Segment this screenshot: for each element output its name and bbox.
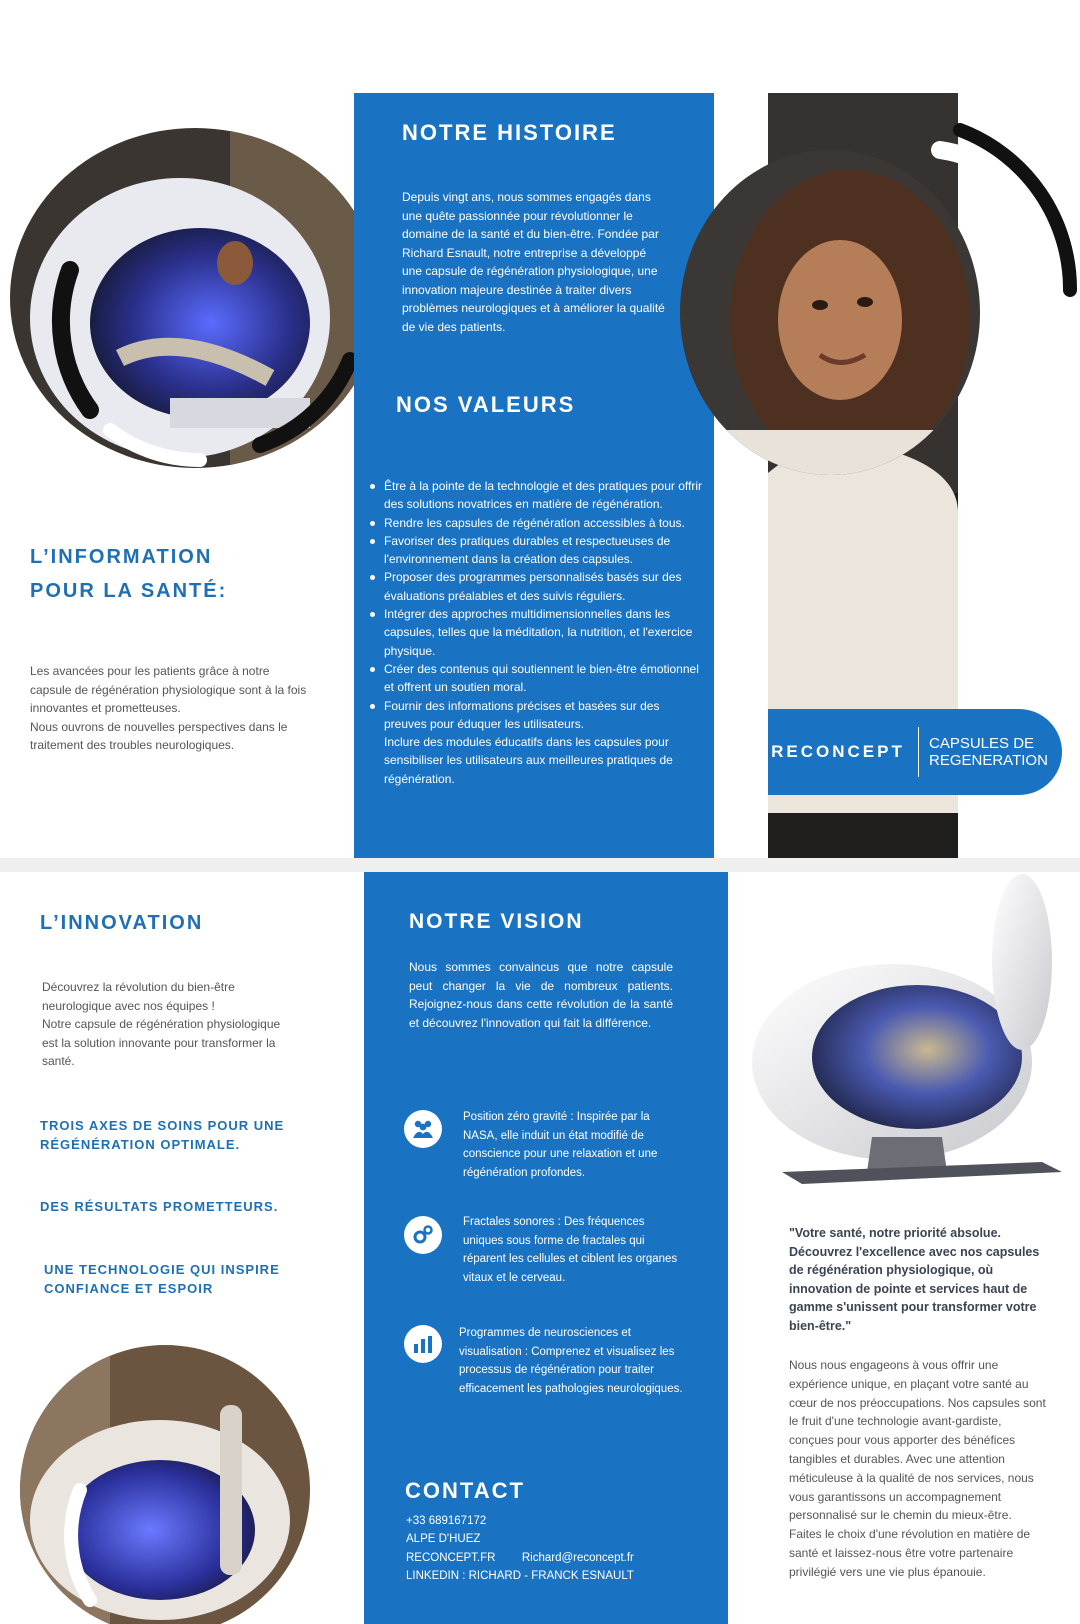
- gears-icon: [404, 1216, 442, 1254]
- valeurs-list-wrap: [368, 477, 702, 788]
- vision-title: NOTRE VISION: [409, 910, 584, 933]
- info-title-line2: POUR LA SANTÉ:: [30, 580, 228, 602]
- contact-details: [406, 1512, 634, 1585]
- contact-web-row: [406, 1549, 634, 1567]
- vision-text: Nous sommes convaincus que notre capsule peut changer la vie de nombreux patients. Rejoignez-nous dans cette révolution de la santé et découvrez l'innovation qui fait la différence.: [409, 960, 673, 1030]
- list-item: Intégrer des approches multidimensionnelles dans les capsules, telles que la méditation, la nutrition, et l'exercice physique.: [368, 605, 702, 660]
- capsule-product-image: [742, 872, 1080, 1192]
- innovation-text: [42, 978, 292, 1071]
- contact-linkedin[interactable]: LINKEDIN : RICHARD - FRANCK ESNAULT: [406, 1569, 634, 1582]
- bar-chart-icon: [404, 1325, 442, 1363]
- feature-2-text: Fractales sonores : Des fréquences uniques sous forme de fractales qui réparent les cellules et ciblent les organes vitaux et le cerveau.: [463, 1216, 678, 1284]
- info-text-1: Les avancées pour les patients grâce à notre capsule de régénération physiologique sont à la fois innovantes et prometteuses.: [30, 664, 307, 715]
- axis-3-line2: CONFIANCE ET ESPOIR: [44, 1281, 214, 1296]
- axis-1: [40, 1116, 284, 1154]
- brand-name: RECONCEPT: [771, 742, 905, 761]
- axis-1-line1: TROIS AXES DE SOINS POUR UNE: [40, 1118, 285, 1133]
- valeurs-title: NOS VALEURS: [396, 392, 576, 417]
- brand-tagline: [929, 735, 1048, 769]
- valeurs-extra: Inclure des modules éducatifs dans les capsules pour sensibiliser les utilisateurs aux meilleures pratiques de régénération.: [384, 735, 673, 786]
- axis-2: DES RÉSULTATS PROMETTEURS.: [40, 1199, 279, 1214]
- axis-1-line2: RÉGÉNÉRATION OPTIMALE.: [40, 1137, 241, 1152]
- brand-tagline-line1: CAPSULES DE: [929, 735, 1035, 752]
- quote-text: "Votre santé, notre priorité absolue. Découvrez l'excellence avec nos capsules de régénération physiologique, où innovation de pointe et services haut de gamme s'unissent pour transformer votre bien-être.": [789, 1226, 1040, 1333]
- spread-divider: [0, 858, 1080, 872]
- histoire-title: NOTRE HISTOIRE: [402, 120, 617, 145]
- decorative-ring-left: [50, 160, 380, 490]
- list-item: Créer des contenus qui soutiennent le bien-être émotionnel et offrent un soutien moral.: [368, 660, 702, 697]
- innovation-title: L’INNOVATION: [40, 912, 204, 934]
- contact-title: CONTACT: [405, 1478, 525, 1503]
- histoire-text: Depuis vingt ans, nous sommes engagés dans une quête passionnée pour révolutionner le domaine de la santé et du bien-être. Fondée par Richard Esnault, notre entreprise a développé une capsule de régénération physiologique, une innovation majeure destinée à traiter divers problèmes neurologiques et à améliorer la qualité de vie des patients.: [402, 190, 665, 334]
- brand-tagline-line2: REGENERATION: [929, 752, 1048, 769]
- info-title-line1: L’INFORMATION: [30, 546, 213, 568]
- info-text: [30, 662, 310, 755]
- feature-3-text: Programmes de neurosciences et visualisation : Comprenez et visualisez les processus de régénération pour traiter efficacement les pathologies neurologiques.: [459, 1327, 683, 1395]
- innovation-text-1: Découvrez la révolution du bien-être neurologique avec nos équipes !: [42, 980, 235, 1013]
- axis-3: [44, 1260, 280, 1298]
- contact-email[interactable]: Richard@reconcept.fr: [521, 1551, 634, 1564]
- valeurs-list: [368, 477, 702, 733]
- list-item: Favoriser des pratiques durables et respectueuses de l'environnement dans la création des capsules.: [368, 532, 702, 569]
- list-item: Fournir des informations précises et basées sur des preuves pour éduquer les utilisateurs.: [368, 697, 702, 734]
- contact-location: ALPE D'HUEZ: [406, 1533, 481, 1546]
- decorative-ring-bottom-left: [60, 1480, 180, 1620]
- feature-1-text: Position zéro gravité : Inspirée par la NASA, elle induit un état modifié de conscience pour une relaxation et une régénération profondes.: [463, 1111, 658, 1179]
- brand-banner: [768, 709, 1062, 795]
- people-icon: [404, 1110, 442, 1148]
- list-item: Être à la pointe de la technologie et des pratiques pour offrir des solutions novatrices en matière de régénération.: [368, 477, 702, 514]
- contact-phone: +33 689167172: [406, 1515, 487, 1527]
- innovation-text-2: Notre capsule de régénération physiologique est la solution innovante pour transformer la santé.: [42, 1017, 281, 1068]
- quote-body: Nous nous engageons à vous offrir une expérience unique, en plaçant votre santé au cœur de nos préoccupations. Nos capsules sont le fruit d'une technologie avant-gardiste, conçues pour vous apporter des bénéfices tangibles et durables. Avec une attention méticuleuse à la qualité de nos services, nous vous garantissons un accompagnement personnalisé sur le chemin du mieux-être. Faites le choix d'une révolution en matière de santé et laissez-nous être votre partenaire privilégié vers une vie plus épanouie.: [789, 1358, 1046, 1579]
- list-item: Proposer des programmes personnalisés basés sur des évaluations préalables et des suivis réguliers.: [368, 568, 702, 605]
- contact-website[interactable]: RECONCEPT.FR: [406, 1551, 496, 1564]
- list-item: Rendre les capsules de régénération accessibles à tous.: [368, 514, 702, 532]
- decorative-ring-right: [900, 110, 1080, 510]
- info-text-2: Nous ouvrons de nouvelles perspectives dans le traitement des troubles neurologiques.: [30, 719, 288, 752]
- brand-separator: [918, 727, 919, 777]
- axis-3-line1: UNE TECHNOLOGIE QUI INSPIRE: [44, 1262, 280, 1277]
